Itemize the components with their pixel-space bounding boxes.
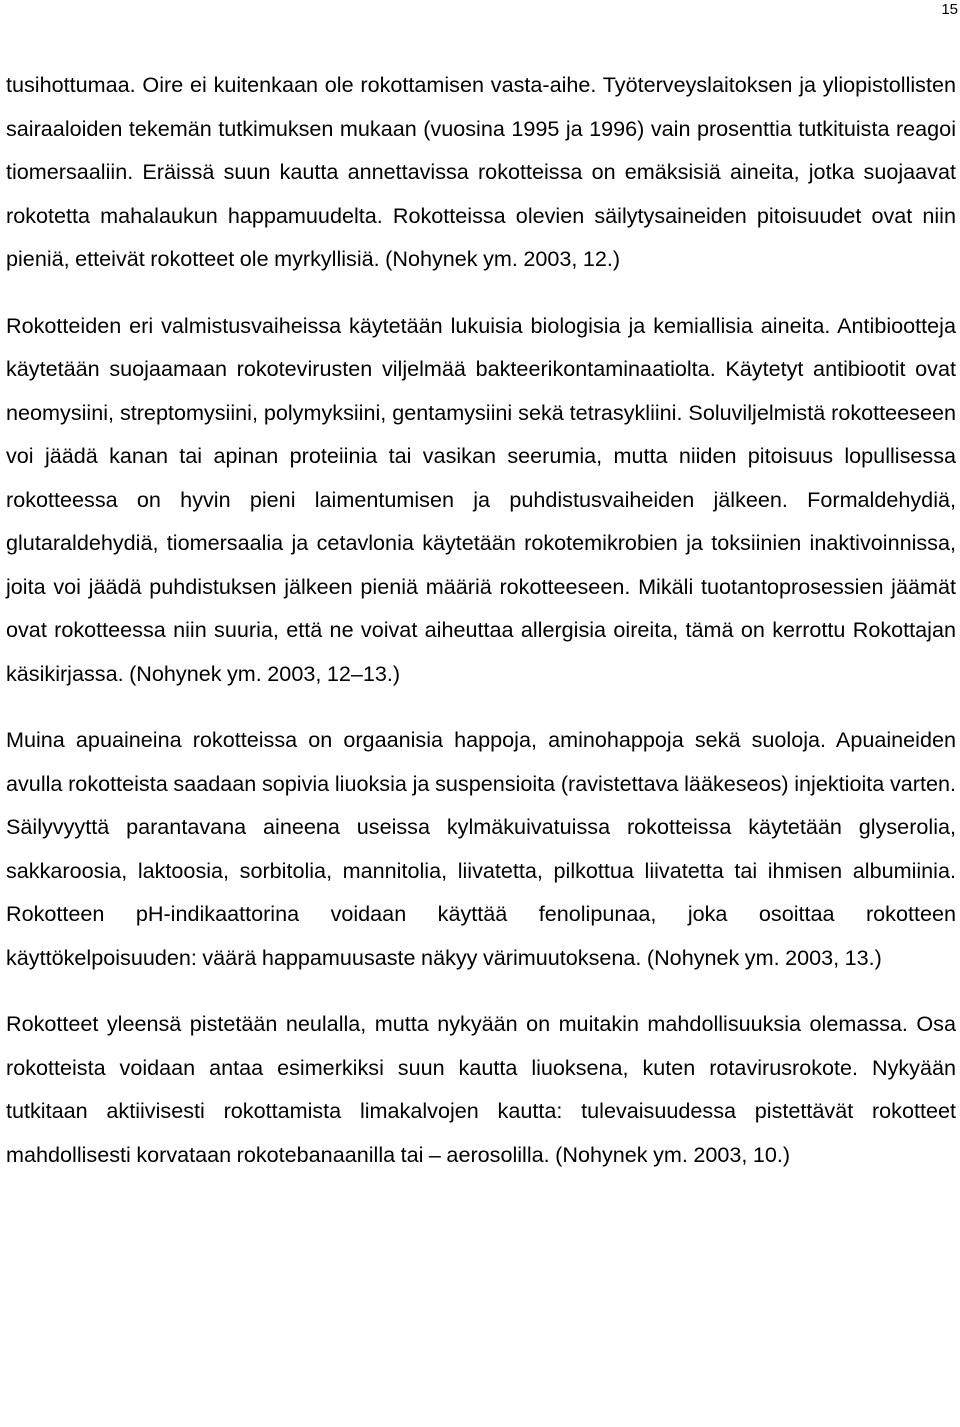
paragraph-1: tusihottumaa. Oire ei kuitenkaan ole rokottamisen vasta-aihe. Työterveyslaitoksen ja yliopistollisten sairaaloiden tekemän tutkimuksen mukaan (vuosina 1995 ja 1996) vain prosenttia tutkituista reagoi tiomersaaliin. Eräissä suun kautta annettavissa rokotteissa on emäksisiä aineita, jotka suojaavat rokotetta mahalaukun happamuudelta. Rokotteissa olevien säilytysaineiden pitoisuudet ovat niin pieniä, etteivät rokotteet ole myrkyllisiä. (Nohynek ym. 2003, 12.) [6,72,956,271]
page-number: 15 [941,1,958,18]
document-body [6,63,956,1199]
paragraph-2: Rokotteiden eri valmistusvaiheissa käytetään lukuisia biologisia ja kemiallisia aineita. Antibiootteja käytetään suojaamaan rokotevirusten viljelmää bakteerikontaminaatiolta. Käytetyt antibiootit ovat neomysiini, streptomysiini, polymyksiini, gentamysiini sekä tetrasykliini. Soluviljelmistä rokotteeseen voi jäädä kanan tai apinan proteiinia tai vasikan seerumia, mutta niiden pitoisuus lopullisessa rokotteessa on hyvin pieni laimentumisen ja puhdistusvaiheiden jälkeen. Formaldehydiä, glutaraldehydiä, tiomersaalia ja cetavlonia käytetään rokotemikrobien ja toksiinien inaktivoinnissa, joita voi jäädä puhdistuksen jälkeen pieniä määriä rokotteeseen. Mikäli tuotantoprosessien jäämät ovat rokotteessa niin suuria, että ne voivat aiheuttaa allergisia oireita, tämä on kerrottu Rokottajan käsikirjassa. (Nohynek ym. 2003, 12–13.) [6,312,956,686]
paragraph-4: Rokotteet yleensä pistetään neulalla, mutta nykyään on muitakin mahdollisuuksia olemassa. Osa rokotteista voidaan antaa esimerkiksi suun kautta liuoksena, kuten rotavirusrokote. Nykyään tutkitaan aktiivisesti rokottamista limakalvojen kautta: tulevaisuudessa pistettävät rokotteet mahdollisesti korvataan rokotebanaanilla tai – aerosolilla. (Nohynek ym. 2003, 10.) [6,1011,956,1167]
paragraph-3: Muina apuaineina rokotteissa on orgaanisia happoja, aminohappoja sekä suoloja. Apuaineiden avulla rokotteista saadaan sopivia liuoksia ja suspensioita (ravistettava lääkeseos) injektioita varten. Säilyvyyttä parantavana aineena useissa kylmäkuivatuissa rokotteissa käytetään glyserolia, sakkaroosia, laktoosia, sorbitolia, mannitolia, liivatetta, pilkottua liivatetta tai ihmisen albumiinia. Rokotteen pH-indikaattorina voidaan käyttää fenolipunaa, joka osoittaa rokotteen käyttökelpoisuuden: väärä happamuusaste näkyy värimuutoksena. (Nohynek ym. 2003, 13.) [6,727,956,970]
